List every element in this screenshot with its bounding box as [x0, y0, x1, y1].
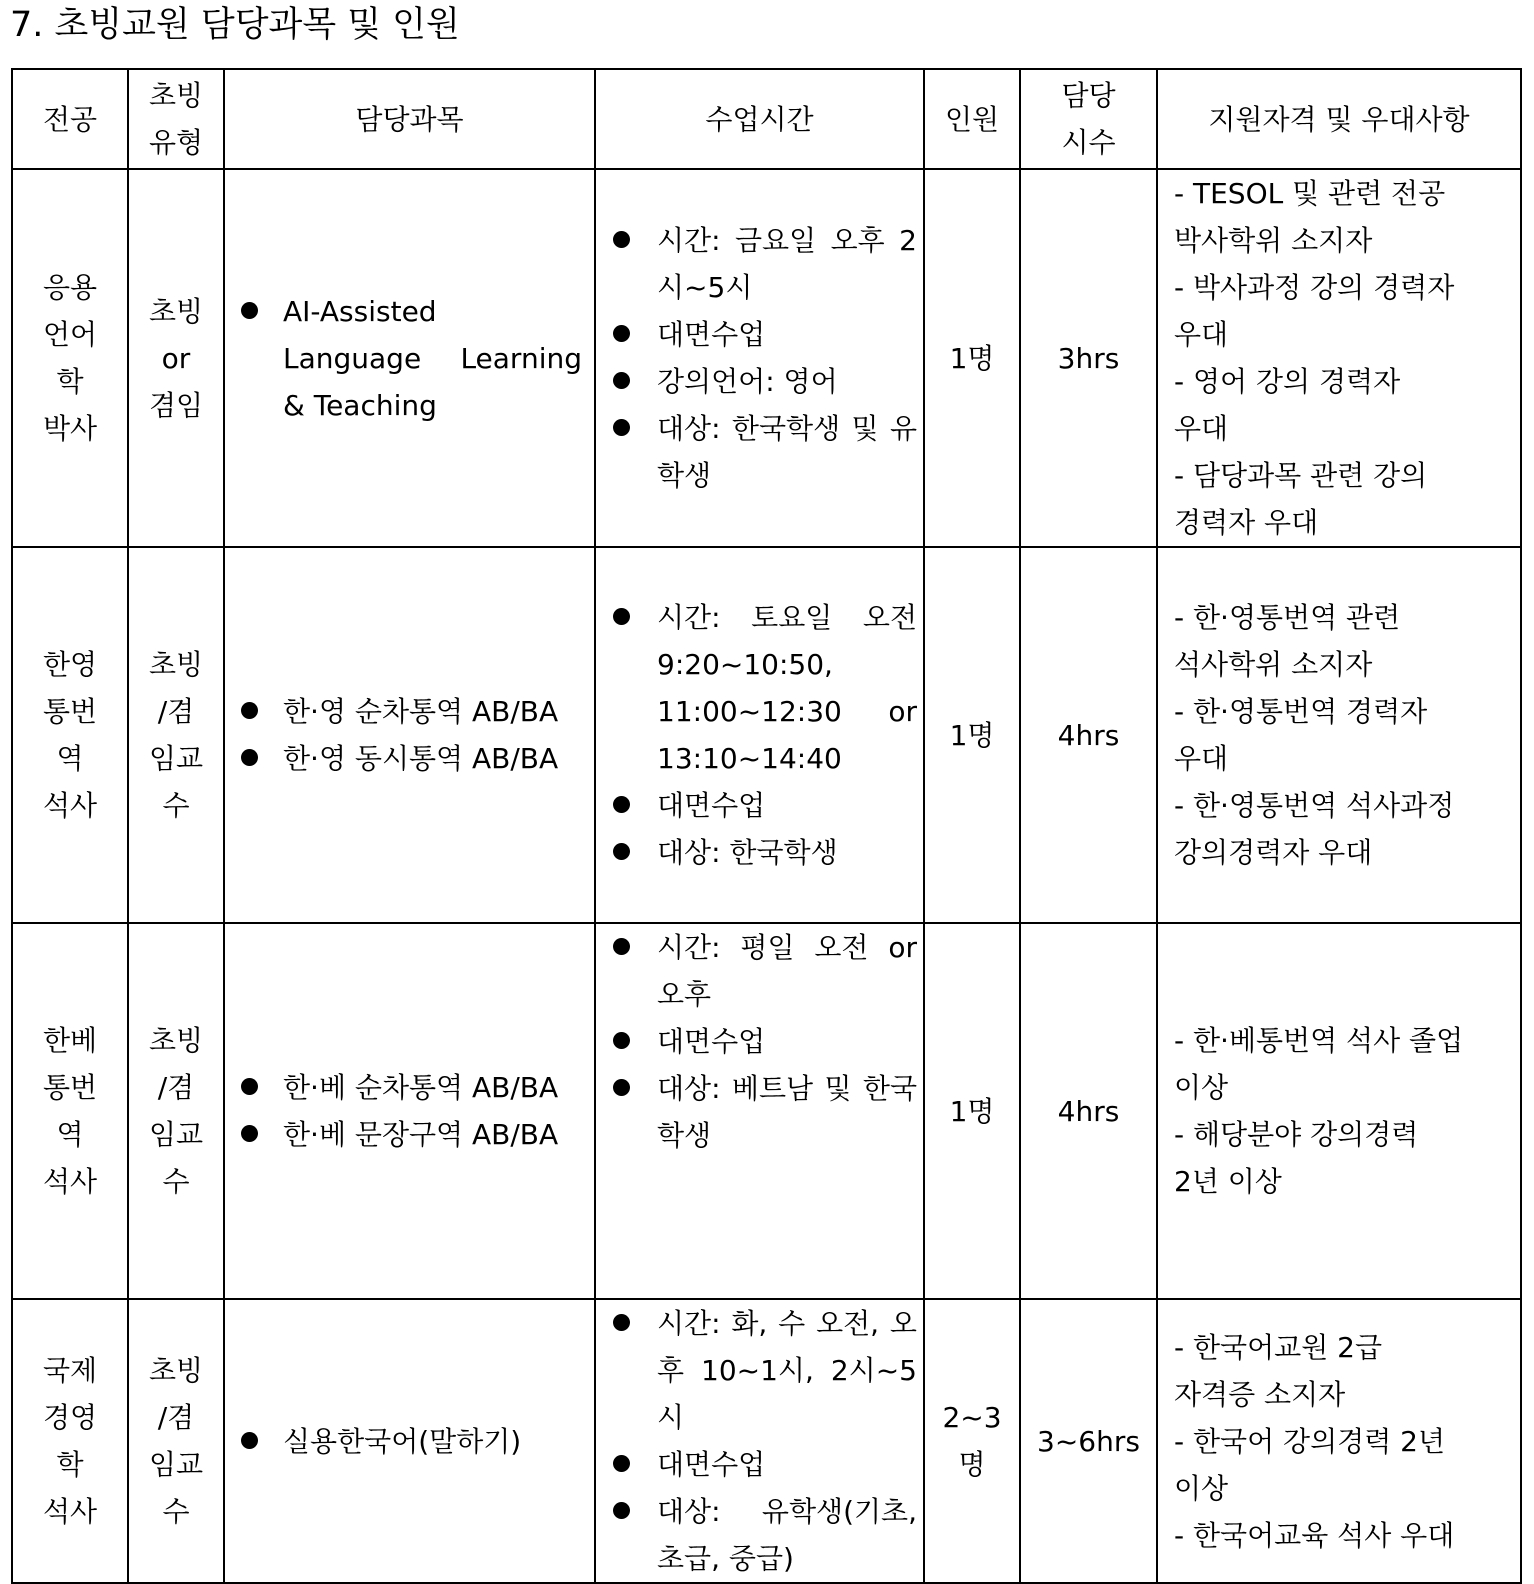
page-title: 7. 초빙교원 담당과목 및 인원: [10, 5, 460, 45]
schedule-item: 대상: 한국학생: [596, 829, 923, 876]
table-row: [12, 547, 1521, 923]
hours-cell: 3~6hrs: [1020, 1299, 1157, 1583]
schedule-item: 시간: 평일 오전 or 오후: [596, 924, 923, 1018]
course-item: 실용한국어(말하기): [225, 1418, 594, 1465]
course-cell: [224, 547, 595, 923]
schedule-item: 시간: 토요일 오전 9:20~10:50, 11:00~12:30 or 13:10~14:40: [596, 594, 923, 782]
qualification-cell: - 한·영통번역 관련 석사학위 소지자 - 한·영통번역 경력자 우대 - 한·영통번역 석사과정 강의경력자 우대: [1157, 547, 1521, 923]
major-cell: 응용 언어 학 박사: [12, 169, 128, 547]
header-qualification: 지원자격 및 우대사항: [1157, 69, 1521, 169]
type-cell: 초빙 /겸 임교 수: [128, 923, 224, 1299]
schedule-item: 대면수업: [596, 1441, 923, 1488]
schedule-cell: [595, 923, 924, 1299]
schedule-cell: [595, 1299, 924, 1583]
header-row: [12, 69, 1521, 169]
table-row: [12, 169, 1521, 547]
qualification-cell: - 한국어교원 2급 자격증 소지자 - 한국어 강의경력 2년 이상 - 한국어교육 석사 우대: [1157, 1299, 1521, 1583]
header-schedule: 수업시간: [595, 69, 924, 169]
major-cell: 한영 통번 역 석사: [12, 547, 128, 923]
course-cell: [224, 169, 595, 547]
count-cell: 1명: [924, 547, 1020, 923]
schedule-item: 강의언어: 영어: [596, 358, 923, 405]
schedule-item: 대상: 한국학생 및 유학생: [596, 405, 923, 499]
count-cell: 1명: [924, 923, 1020, 1299]
schedule-cell: [595, 169, 924, 547]
course-item: 한·영 순차통역 AB/BA: [225, 688, 594, 735]
course-item: 한·영 동시통역 AB/BA: [225, 735, 594, 782]
header-hours: 담당 시수: [1020, 69, 1157, 169]
qualification-cell: - 한·베통번역 석사 졸업 이상 - 해당분야 강의경력 2년 이상: [1157, 923, 1521, 1299]
schedule-item: 대면수업: [596, 782, 923, 829]
schedule-cell: [595, 547, 924, 923]
count-cell: 2~3 명: [924, 1299, 1020, 1583]
type-cell: 초빙 /겸 임교 수: [128, 1299, 224, 1583]
count-cell: 1명: [924, 169, 1020, 547]
course-cell: [224, 923, 595, 1299]
schedule-item: 대면수업: [596, 311, 923, 358]
table-row: [12, 923, 1521, 1299]
course-item: 한·베 문장구역 AB/BA: [225, 1111, 594, 1158]
schedule-item: 시간: 화, 수 오전, 오후 10~1시, 2시~5시: [596, 1300, 923, 1441]
type-cell: 초빙 or 겸임: [128, 169, 224, 547]
schedule-item: 대상: 베트남 및 한국학생: [596, 1065, 923, 1159]
type-cell: 초빙 /겸 임교 수: [128, 547, 224, 923]
schedule-item: 시간: 금요일 오후 2시~5시: [596, 217, 923, 311]
header-count: 인원: [924, 69, 1020, 169]
header-type: 초빙 유형: [128, 69, 224, 169]
course-item: 한·베 순차통역 AB/BA: [225, 1064, 594, 1111]
schedule-item: 대면수업: [596, 1018, 923, 1065]
major-cell: 한베 통번 역 석사: [12, 923, 128, 1299]
course-item: AI-Assisted Language Learning & Teaching: [225, 288, 594, 429]
course-cell: [224, 1299, 595, 1583]
header-course: 담당과목: [224, 69, 595, 169]
table-row: [12, 1299, 1521, 1583]
qualification-cell: - TESOL 및 관련 전공 박사학위 소지자 - 박사과정 강의 경력자 우대 - 영어 강의 경력자 우대 - 담당과목 관련 강의 경력자 우대: [1157, 169, 1521, 547]
hours-cell: 4hrs: [1020, 547, 1157, 923]
hours-cell: 3hrs: [1020, 169, 1157, 547]
instructor-table: [11, 68, 1522, 1584]
hours-cell: 4hrs: [1020, 923, 1157, 1299]
header-major: 전공: [12, 69, 128, 169]
schedule-item: 대상: 유학생(기초, 초급, 중급): [596, 1488, 923, 1582]
major-cell: 국제 경영 학 석사: [12, 1299, 128, 1583]
